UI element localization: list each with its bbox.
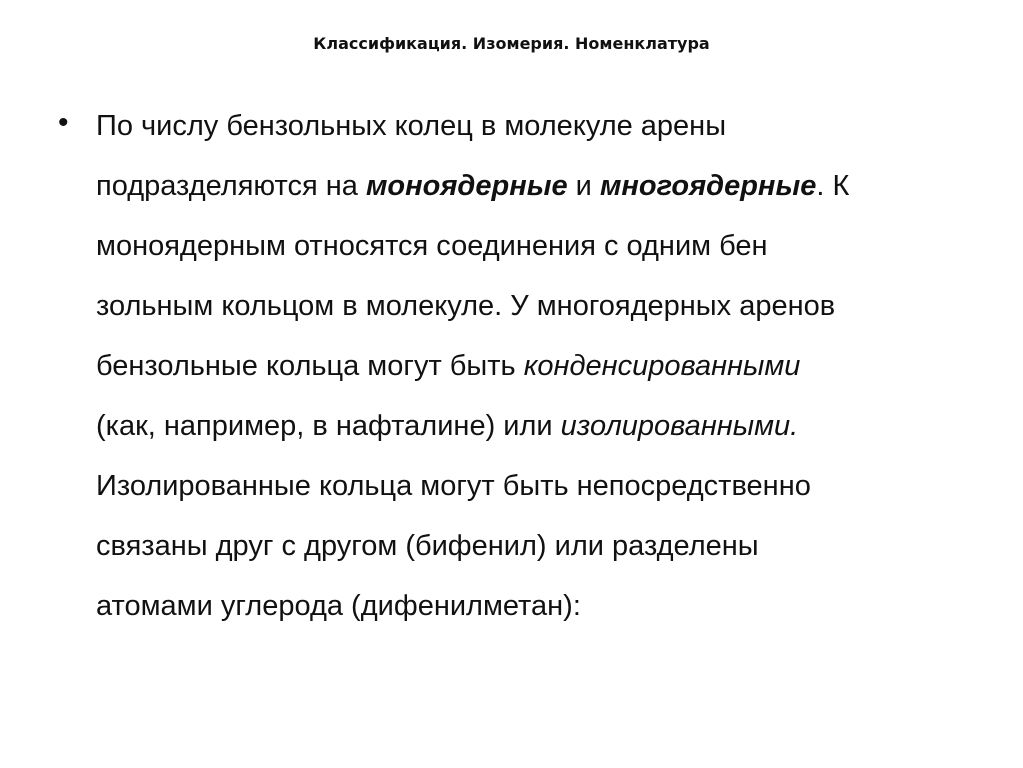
paragraph-line-6 bbox=[96, 400, 996, 460]
paragraph-line-4 bbox=[96, 280, 996, 340]
text-run: По числу бензольных колец в молекуле арены bbox=[96, 110, 727, 142]
text-run: . К bbox=[816, 170, 850, 202]
text-run: бензольные кольца могут быть bbox=[96, 350, 524, 382]
text-run: (как, например, в нафталине) или bbox=[96, 410, 561, 442]
paragraph-line-7 bbox=[96, 460, 996, 520]
text-run: Изолированные кольца могут быть непосредственно bbox=[96, 470, 811, 502]
text-run: атомами углерода (дифенилметан): bbox=[96, 590, 581, 622]
paragraph-line-8 bbox=[96, 520, 996, 580]
paragraph-line-5 bbox=[96, 340, 996, 400]
term-polynuclear: многоядерные bbox=[599, 170, 817, 202]
text-run: связаны друг с другом (бифенил) или разделены bbox=[96, 530, 759, 562]
paragraph-line-9 bbox=[96, 580, 996, 640]
text-run: зольным кольцом в молекуле. У многоядерных аренов bbox=[96, 290, 836, 322]
term-condensed: конденсированными bbox=[523, 350, 801, 382]
paragraph-line-2 bbox=[96, 160, 996, 220]
text-run: подразделяются на bbox=[96, 170, 366, 202]
bullet-paragraph bbox=[96, 100, 996, 640]
paragraph-line-3 bbox=[96, 220, 996, 280]
bullet-marker: • bbox=[58, 106, 69, 139]
text-run: моноядерным относятся соединения с одним бен bbox=[96, 230, 768, 262]
slide-title: Классификация. Изомерия. Номенклатура bbox=[313, 34, 710, 53]
term-mononuclear: моноядерные bbox=[365, 170, 568, 202]
text-run: и bbox=[567, 170, 600, 202]
term-isolated: изолированными. bbox=[560, 410, 799, 442]
paragraph-line-1 bbox=[96, 100, 996, 160]
